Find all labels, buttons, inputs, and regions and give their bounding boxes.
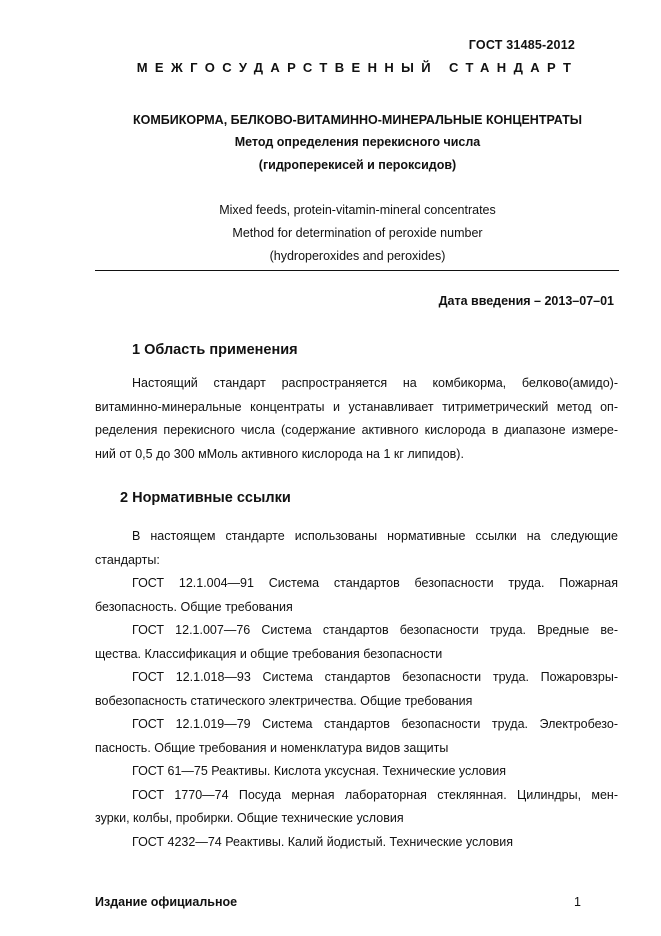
paragraph-line: стандарты: (95, 552, 160, 567)
reference-line: щества. Классификация и общие требования безопасности (95, 646, 443, 661)
paragraph-line: витаминно-минеральные концентраты и устанавливает титриметрический метод оп- (95, 399, 618, 414)
reference-line: ГОСТ 1770—74 Посуда мерная лабораторная стеклянная. Цилиндры, мен- (132, 787, 618, 802)
section-2-heading: 2 Нормативные ссылки (120, 490, 291, 506)
reference-line: ГОСТ 12.1.007—76 Система стандартов безопасности труда. Вредные ве- (132, 623, 618, 637)
reference-line: ГОСТ 12.1.019—79 Система стандартов безопасности труда. Электробезо- (132, 717, 618, 731)
reference-line: ГОСТ 12.1.018—93 Система стандартов безопасности труда. Пожаровзры- (132, 670, 618, 684)
reference-line: ГОСТ 4232—74 Реактивы. Калий йодистый. Технические условия (132, 834, 514, 849)
english-title-line-2: Method for determination of peroxide number (232, 226, 483, 240)
section-1-paragraph (95, 372, 618, 466)
edition-label: Издание официальное (95, 895, 238, 909)
reference-line: безопасность. Общие требования (95, 599, 293, 614)
document-subtitle-line-2: (гидроперекисей и пероксидов) (258, 158, 457, 172)
document-number: ГОСТ 31485-2012 (468, 38, 575, 52)
title-divider (95, 270, 619, 271)
page-number: 1 (574, 895, 581, 909)
paragraph-line: ний от 0,5 до 300 мМоль активного кислорода на 1 кг липидов). (95, 446, 464, 461)
document-title: КОМБИКОРМА, БЕЛКОВО-ВИТАМИННО-МИНЕРАЛЬНЫЕ КОНЦЕНТРАТЫ (133, 113, 582, 127)
reference-line: пасность. Общие требования и номенклатура видов защиты (95, 740, 449, 755)
reference-line: ГОСТ 12.1.004—91 Система стандартов безопасности труда. Пожарная (132, 576, 618, 590)
introduction-date: Дата введения – 2013–07–01 (438, 294, 614, 308)
english-title-line-1: Mixed feeds, protein-vitamin-mineral concentrates (219, 203, 496, 217)
section-1-heading: 1 Область применения (132, 342, 298, 358)
paragraph-line: ределения перекисного числа (содержание активного кислорода в диапазоне измере- (95, 423, 618, 437)
paragraph-line: Настоящий стандарт распространяется на комбикорма, белково(амидо)- (132, 376, 618, 390)
reference-line: зурки, колбы, пробирки. Общие технические условия (95, 811, 404, 825)
paragraph-line: В настоящем стандарте использованы нормативные ссылки на следующие (132, 529, 618, 543)
section-2-body (95, 525, 618, 854)
english-title-line-3: (hydroperoxides and peroxides) (269, 249, 446, 263)
english-title-block (95, 199, 620, 268)
title-block (95, 109, 620, 177)
document-subtitle-line-1: Метод определения перекисного числа (234, 135, 481, 149)
reference-line: вобезопасность статического электричества. Общие требования (95, 693, 473, 708)
standard-type-heading: МЕЖГОСУДАРСТВЕННЫЙ СТАНДАРТ (136, 60, 579, 75)
reference-line: ГОСТ 61—75 Реактивы. Кислота уксусная. Технические условия (132, 764, 507, 778)
